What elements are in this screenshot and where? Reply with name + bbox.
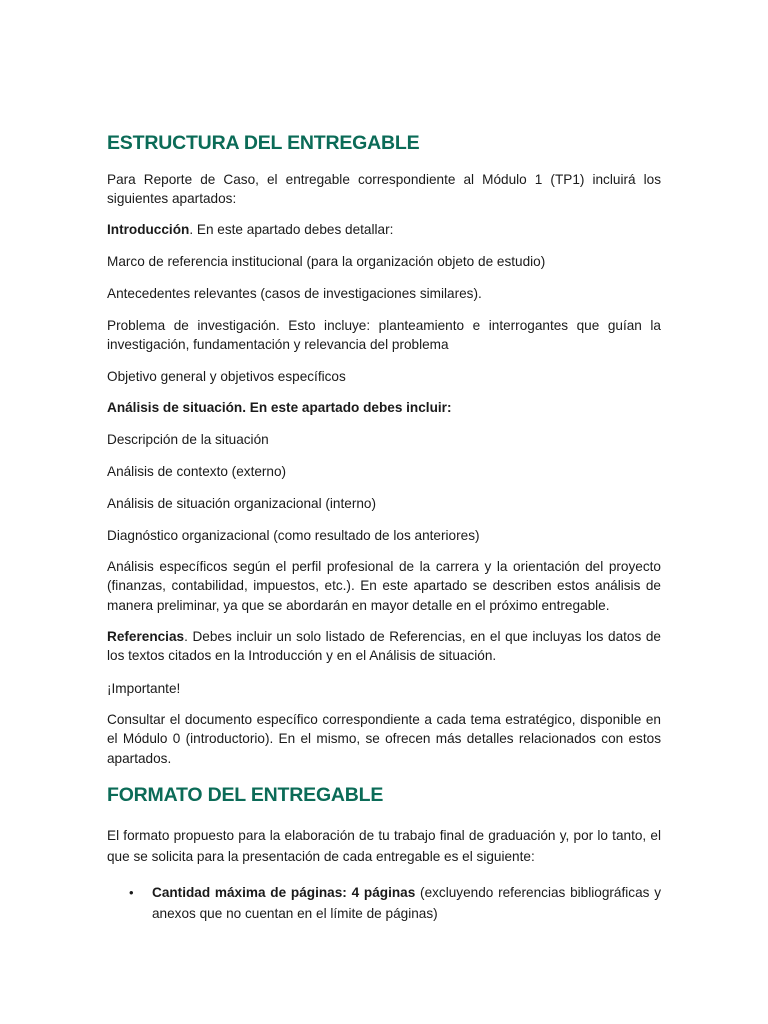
- paragraph-introduccion: [107, 220, 393, 239]
- paragraph-problema: Problema de investigación. Esto incluye: planteamiento e interrogantes que guían la investigación, fundamentación y relevancia del problema: [107, 318, 661, 353]
- referencias-text: . Debes incluir un solo listado de Referencias, en el que incluyas los datos de los textos citados en la Introducción y en el Análisis de situación.: [107, 629, 661, 664]
- paragraph-organizacional: Análisis de situación organizacional (interno): [107, 496, 377, 511]
- paragraph-contexto: Análisis de contexto (externo): [107, 464, 287, 479]
- referencias-label: Referencias: [107, 629, 185, 644]
- formato-list: [107, 882, 661, 924]
- bullet-icon: •: [129, 885, 134, 900]
- list-item: [107, 882, 661, 924]
- paragraph-referencias: [107, 627, 661, 666]
- paragraph-objetivo: Objetivo general y objetivos específicos: [107, 369, 346, 384]
- paragraph-intro: Para Reporte de Caso, el entregable correspondiente al Módulo 1 (TP1) incluirá los siguientes apartados:: [107, 172, 661, 207]
- paragraph-consultar: Consultar el documento específico correspondiente a cada tema estratégico, disponible en el Módulo 0 (introductorio). En el mismo, se ofrecen más detalles relacionados con estos apartados.: [107, 712, 661, 766]
- section-title-formato: FORMATO DEL ENTREGABLE: [107, 784, 384, 806]
- paragraph-formato-intro: El formato propuesto para la elaboración de tu trabajo final de graduación y, por lo tanto, el que se solicita para la presentación de cada entregable es el siguiente:: [107, 828, 661, 864]
- paragraph-importante: ¡Importante!: [107, 681, 181, 696]
- paragraph-descripcion: Descripción de la situación: [107, 432, 269, 447]
- list-item-label: Cantidad máxima de páginas: 4 páginas: [152, 885, 416, 900]
- list-item-text: (excluyendo referencias bibliográficas y anexos que no cuentan en el límite de páginas): [152, 885, 661, 921]
- paragraph-diagnostico: Diagnóstico organizacional (como resultado de los anteriores): [107, 528, 480, 543]
- paragraph-antecedentes: Antecedentes relevantes (casos de investigaciones similares).: [107, 286, 482, 301]
- paragraph-especificos: Análisis específicos según el perfil profesional de la carrera y la orientación del proyecto (finanzas, contabilidad, impuestos, etc.). En este apartado se describen estos análisis de manera preliminar, ya que se abordarán en mayor detalle en el próximo entregable.: [107, 559, 661, 613]
- section-title-estructura: ESTRUCTURA DEL ENTREGABLE: [107, 132, 420, 154]
- introduccion-text: . En este apartado debes detallar:: [189, 222, 394, 237]
- paragraph-marco: Marco de referencia institucional (para la organización objeto de estudio): [107, 254, 546, 269]
- introduccion-label: Introducción: [107, 222, 190, 237]
- paragraph-analisis-label: Análisis de situación. En este apartado debes incluir:: [107, 400, 452, 415]
